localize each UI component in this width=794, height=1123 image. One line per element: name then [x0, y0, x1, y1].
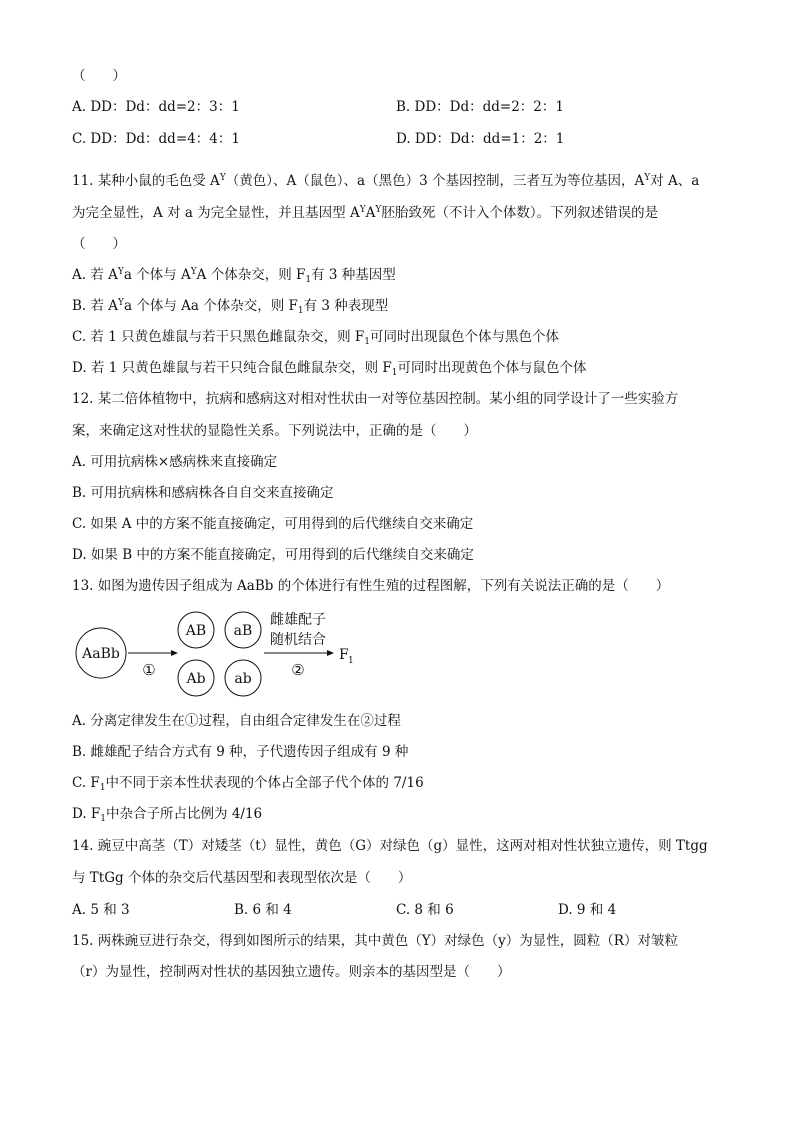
q10-option-d: D. DD：Dd：dd=1：2：1 — [396, 131, 565, 147]
step-2-label: ② — [291, 661, 305, 679]
q14-option-d: D. 9 和 4 — [558, 902, 617, 918]
gamete-3: Ab — [186, 671, 206, 687]
q15-stem-line1: 15. 两株豌豆进行杂交，得到如图所示的结果，其中黄色（Y）对绿色（y）为显性，圆粒（R）对皱粒 — [72, 933, 678, 949]
q14-stem-line1: 14. 豌豆中高茎（T）对矮茎（t）显性，黄色（G）对绿色（g）显性，这两对相对性状独立遗传，则 Ttgg — [72, 838, 708, 854]
step-1-label: ① — [142, 661, 156, 679]
gamete-2: aB — [233, 623, 253, 639]
q13-stem: 13. 如图为遗传因子组成为 AaBb 的个体进行有性生殖的过程图解，下列有关说法正确的是（ ） — [72, 578, 670, 594]
diagram-result-sub: 1 — [348, 656, 354, 666]
q13-option-a: A. 分离定律发生在①过程，自由组合定律发生在②过程 — [72, 713, 401, 729]
q12-option-d: D. 如果 B 中的方案不能直接确定，可用得到的后代继续自交来确定 — [72, 547, 474, 563]
q14-option-b: B. 6 和 4 — [234, 902, 292, 918]
arrow-2-head — [327, 650, 334, 656]
q13-diagram — [72, 606, 392, 706]
q10-option-a: A. DD：Dd：dd=2：3：1 — [72, 99, 240, 115]
q11-paren: （ ） — [72, 236, 126, 252]
q13-diagram-svg — [72, 606, 392, 706]
q11-option-a: A. 若 $A^Ya$ 个体与 $A^YA$ 个体杂交，则 $F_1$有 3 种基因型 — [72, 267, 396, 285]
q14-option-c: C. 8 和 6 — [396, 902, 454, 918]
q14-option-a: A. 5 和 3 — [72, 902, 130, 918]
q11-option-c: C. 若 1 只黄色雄鼠与若干只黑色雌鼠杂交，则 $F_1$可同时出现鼠色个体与黑色个体 — [72, 329, 559, 347]
q11-stem-line1: 11. 某种小鼠的毛色受 $A^Y$（黄色）、A（鼠色）、a（黑色）3 个基因控制，三者互为等位基因，$A^Y$对 A、a — [72, 173, 700, 189]
q11-option-d: D. 若 1 只黄色雄鼠与若干只纯合鼠色雌鼠杂交，则 $F_1$可同时出现黄色个体与鼠色个体 — [72, 360, 587, 378]
q11-stem-line2: 为完全显性，A 对 a 为完全显性，并且基因型 $A^YA^Y$胚胎致死（不计入个体数）。下列叙述错误的是 — [72, 205, 659, 221]
parent-genotype: AaBb — [82, 646, 120, 662]
q15-stem-line2: （r）为显性，控制两对性状的基因独立遗传。则亲本的基因型是（ ） — [72, 964, 511, 980]
q12-stem-line1: 12. 某二倍体植物中，抗病和感病这对相对性状由一对等位基因控制。某小组的同学设计了一些实验方 — [72, 391, 679, 407]
q11-option-b: B. 若 $A^Ya$ 个体与 Aa 个体杂交，则 $F_1$有 3 种表现型 — [72, 298, 389, 316]
arrow-1-head — [171, 650, 178, 656]
q12-option-b: B. 可用抗病株和感病株各自自交来直接确定 — [72, 485, 334, 501]
gamete-4: ab — [234, 671, 252, 687]
diagram-label-1: 雌雄配子 — [270, 612, 326, 628]
q13-option-d: D. $F_1$中杂合子所占比例为 4/16 — [72, 806, 263, 824]
q13-option-b: B. 雌雄配子结合方式有 9 种，子代遗传因子组成有 9 种 — [72, 744, 409, 760]
gamete-1: AB — [185, 623, 207, 639]
q12-option-c: C. 如果 A 中的方案不能直接确定，可用得到的后代继续自交来确定 — [72, 516, 474, 532]
q10-paren: （ ） — [72, 68, 126, 84]
q12-option-a: A. 可用抗病株×感病株来直接确定 — [72, 454, 278, 470]
diagram-label-2: 随机结合 — [270, 632, 326, 648]
q10-option-c: C. DD：Dd：dd=4：4：1 — [72, 131, 240, 147]
q10-option-b: B. DD：Dd：dd=2：2：1 — [396, 99, 564, 115]
q12-stem-line2: 案，来确定这对性状的显隐性关系。下列说法中，正确的是（ ） — [72, 423, 477, 439]
q14-stem-line2: 与 TtGg 个体的杂交后代基因型和表现型依次是（ ） — [72, 870, 412, 886]
q13-option-c: C. $F_1$中不同于亲本性状表现的个体占全部子代个体的 7/16 — [72, 775, 424, 793]
diagram-result: F — [339, 647, 349, 663]
